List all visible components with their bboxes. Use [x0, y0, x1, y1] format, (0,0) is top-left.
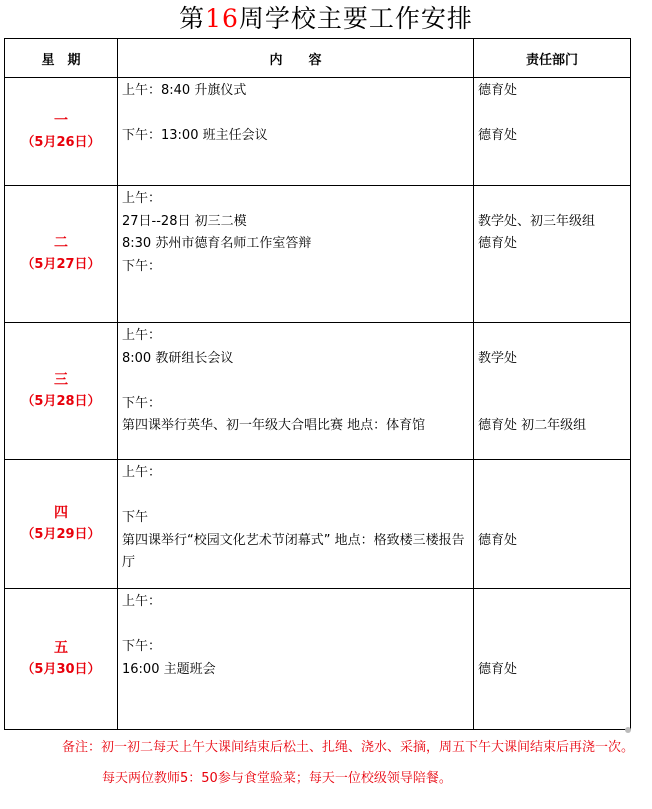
notes-section — [62, 736, 648, 790]
content-line: 上午： — [122, 328, 162, 343]
day-date: （5月27日） — [21, 257, 101, 272]
day-cell-monday — [5, 78, 118, 186]
content-cell-wednesday — [118, 323, 474, 460]
dept-line — [478, 462, 626, 485]
dept-cell-monday — [474, 78, 631, 186]
content-line: 8:30 苏州市德育名师工作室答辩 — [122, 236, 312, 251]
header-content: 内 容 — [118, 39, 474, 78]
day-name: 五 — [54, 640, 68, 656]
content-line: 下午： — [122, 639, 162, 654]
dept-line — [478, 325, 626, 348]
note-line-1: 备注：初一初二每天上午大课间结束后松土、扎绳、浇水、采摘，周五下午大课间结束后再浇一次。 — [62, 740, 635, 755]
header-dept: 责任部门 — [474, 39, 631, 78]
content-line: 8:00 教研组长会议 — [122, 350, 234, 366]
dept-cell-wednesday — [474, 323, 631, 460]
table-row-monday — [5, 78, 631, 186]
dept-line — [478, 393, 626, 416]
dept-line — [478, 485, 626, 508]
dept-line: 教学处、初三年级组 — [478, 213, 596, 229]
content-line: 16:00 主题班会 — [122, 661, 216, 677]
header-day: 星 期 — [5, 39, 118, 78]
day-cell-thursday — [5, 460, 118, 589]
content-line: 上午： — [122, 594, 162, 609]
content-line: 下午 — [122, 510, 149, 525]
table-row-friday — [5, 589, 631, 730]
dept-line — [478, 507, 626, 530]
content-line: 下午： — [122, 258, 162, 274]
content-line: 上午：8:40 升旗仪式 — [122, 83, 247, 98]
dept-line: 德育处 — [478, 532, 518, 548]
dept-line — [478, 636, 626, 659]
day-date: （5月26日） — [21, 134, 101, 150]
week-number: 16 — [205, 4, 239, 33]
day-date: （5月28日） — [21, 394, 101, 409]
dept-line — [478, 591, 626, 614]
day-name: 二 — [54, 235, 68, 251]
dept-line — [478, 370, 626, 393]
dept-line: 德育处 — [478, 128, 518, 143]
table-row-wednesday — [5, 323, 631, 460]
content-line: 下午：13:00 班主任会议 — [122, 128, 268, 143]
day-name: 四 — [54, 505, 68, 521]
dept-line: 德育处 初二年级组 — [478, 418, 587, 433]
dept-line — [478, 188, 626, 211]
dept-line: 德育处 — [478, 661, 518, 677]
dept-cell-tuesday — [474, 186, 631, 323]
schedule-table — [4, 38, 631, 730]
dept-cell-friday — [474, 589, 631, 730]
resize-handle[interactable] — [625, 727, 631, 733]
header-row — [5, 39, 631, 78]
content-cell-tuesday — [118, 186, 474, 323]
note-line-2: 每天两位教师5：50参与食堂验菜；每天一位校级领导陪餐。 — [102, 771, 452, 786]
day-cell-tuesday — [5, 186, 118, 323]
content-line: 27日--28日 初三二模 — [122, 213, 247, 229]
page-title — [0, 4, 652, 34]
dept-line — [478, 614, 626, 637]
day-name: 三 — [54, 372, 68, 388]
content-line: 第四课举行“校园文化艺术节闭幕式” 地点：格致楼三楼报告厅 — [122, 532, 465, 570]
day-date: （5月29日） — [21, 527, 101, 542]
title-prefix: 第 — [179, 4, 206, 33]
day-date: （5月30日） — [21, 662, 101, 677]
content-line — [122, 370, 469, 393]
day-cell-wednesday — [5, 323, 118, 460]
day-cell-friday — [5, 589, 118, 730]
content-cell-friday — [118, 589, 474, 730]
dept-cell-thursday — [474, 460, 631, 589]
dept-line: 德育处 — [478, 236, 518, 251]
table-row-tuesday — [5, 186, 631, 323]
content-line: 下午： — [122, 395, 162, 411]
day-name: 一 — [54, 112, 68, 129]
content-line — [122, 103, 469, 126]
content-line: 上午： — [122, 465, 162, 480]
table-row-thursday — [5, 460, 631, 589]
dept-line: 教学处 — [478, 350, 518, 366]
content-line: 上午： — [122, 191, 162, 206]
content-line — [122, 614, 469, 637]
dept-line — [478, 103, 626, 126]
content-line — [122, 485, 469, 508]
dept-line: 德育处 — [478, 83, 518, 98]
content-cell-monday — [118, 78, 474, 186]
content-cell-thursday — [118, 460, 474, 589]
content-line: 第四课举行英华、初一年级大合唱比赛 地点：体育馆 — [122, 418, 426, 433]
title-suffix: 周学校主要工作安排 — [238, 4, 473, 33]
